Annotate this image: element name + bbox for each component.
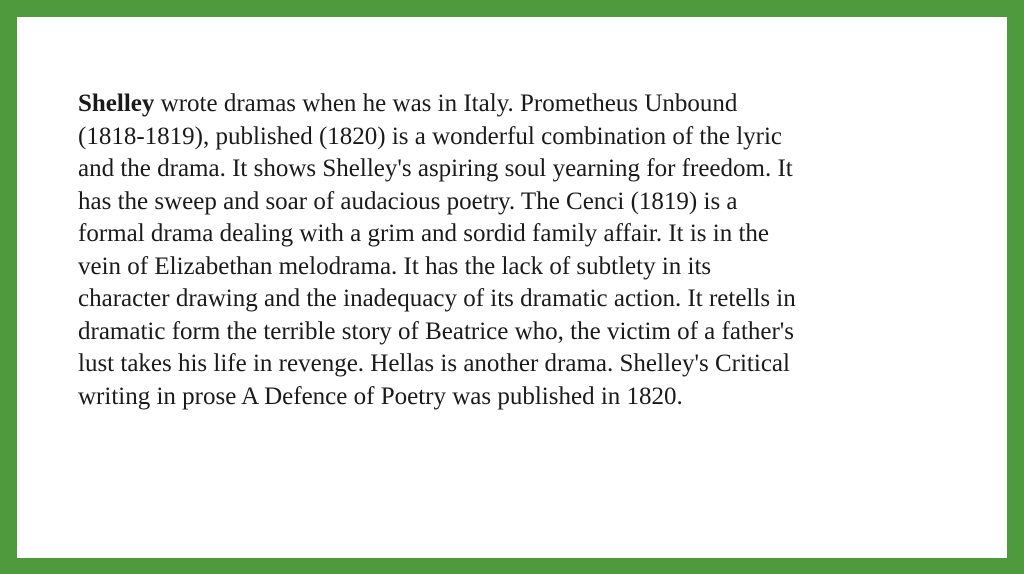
paragraph-line: dramatic form the terrible story of Beatrice who, the victim of a father's — [78, 317, 795, 345]
paragraph-line: has the sweep and soar of audacious poetry. The Cenci (1819) is a — [78, 187, 738, 215]
body-paragraph — [78, 88, 978, 413]
paragraph-line: formal drama dealing with a grim and sordid family affair. It is in the — [78, 220, 770, 247]
paragraph-line: and the drama. It shows Shelley's aspiring soul yearning for freedom. It — [78, 155, 793, 182]
paragraph-line: (1818-1819), published (1820) is a wonderful combination of the lyric — [78, 122, 783, 150]
paragraph-line: lust takes his life in revenge. Hellas is another drama. Shelley's Critical — [78, 350, 790, 377]
paragraph-line — [78, 88, 978, 121]
paragraph-line-text: wrote dramas when he was in Italy. Prometheus Unbound — [154, 90, 738, 117]
paragraph-line: writing in prose A Defence of Poetry was published in 1820. — [78, 382, 683, 410]
paragraph-line: character drawing and the inadequacy of its dramatic action. It retells in — [78, 285, 796, 312]
paragraph-line: vein of Elizabethan melodrama. It has the lack of subtlety in its — [78, 252, 712, 280]
slide-content-area — [17, 17, 1007, 558]
subject-name: Shelley — [78, 90, 155, 117]
